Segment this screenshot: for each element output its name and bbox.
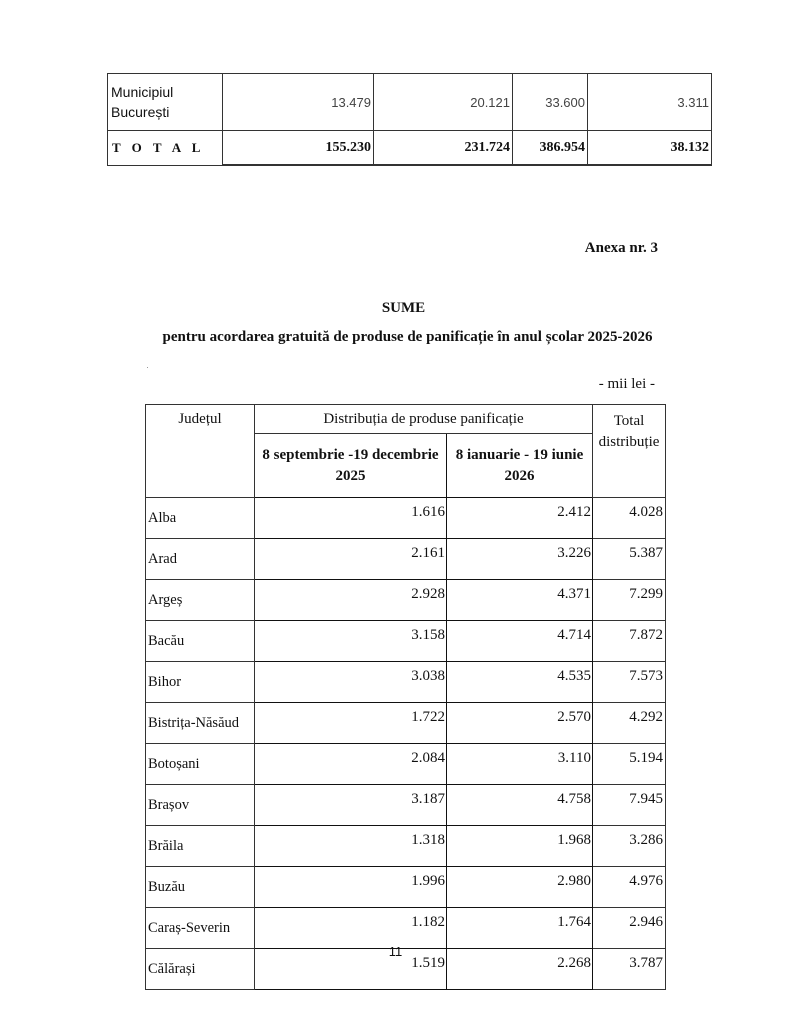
period-2-value: 2.980 (447, 867, 593, 908)
period-2-value: 3.110 (447, 744, 593, 785)
county-name: Arad (146, 539, 255, 580)
annex-label: Anexa nr. 3 (584, 240, 658, 256)
county-name: Caraș-Severin (146, 908, 255, 949)
period-2-value: 4.535 (447, 662, 593, 703)
period-1-value: 1.519 (255, 949, 447, 990)
header-county: Județul (146, 405, 255, 498)
table-row (146, 703, 666, 744)
total-value: 4.976 (593, 867, 666, 908)
table-row (146, 498, 666, 539)
stray-mark (147, 367, 148, 368)
county-name: Bihor (146, 662, 255, 703)
total-value: 3.787 (593, 949, 666, 990)
continuation-table (107, 73, 712, 166)
county-name: Brăila (146, 826, 255, 867)
total-value: 5.194 (593, 744, 666, 785)
unit-label: - mii lei - (598, 376, 655, 392)
total-value: 386.954 (513, 131, 588, 166)
period-1-value: 3.158 (255, 621, 447, 662)
value-cell: 3.311 (588, 74, 712, 131)
page-subtitle: pentru acordarea gratuită de produse de panificație în anul școlar 2025-2026 (162, 329, 653, 345)
total-row (108, 131, 712, 166)
period-1-value: 1.182 (255, 908, 447, 949)
total-label: T O T A L (108, 131, 223, 166)
period-1-value: 3.038 (255, 662, 447, 703)
total-value: 7.573 (593, 662, 666, 703)
header-distribution: Distribuția de produse panificație (255, 405, 593, 434)
table-row (108, 74, 712, 131)
value-cell: 33.600 (513, 74, 588, 131)
total-value: 2.946 (593, 908, 666, 949)
period-1-value: 1.616 (255, 498, 447, 539)
period-1-value: 3.187 (255, 785, 447, 826)
table-row (146, 744, 666, 785)
total-value: 4.292 (593, 703, 666, 744)
county-name: Brașov (146, 785, 255, 826)
county-name: Buzău (146, 867, 255, 908)
period-2-value: 1.968 (447, 826, 593, 867)
total-value: 5.387 (593, 539, 666, 580)
table-row (146, 826, 666, 867)
total-value: 7.872 (593, 621, 666, 662)
table-row (146, 662, 666, 703)
county-name: Alba (146, 498, 255, 539)
total-value: 7.299 (593, 580, 666, 621)
table-row (146, 580, 666, 621)
period-2-value: 4.714 (447, 621, 593, 662)
county-name: Bacău (146, 621, 255, 662)
table-row (146, 621, 666, 662)
county-name: Argeș (146, 580, 255, 621)
table-row (146, 539, 666, 580)
period-1-value: 2.084 (255, 744, 447, 785)
total-value: 3.286 (593, 826, 666, 867)
county-name: Bistrița-Năsăud (146, 703, 255, 744)
page-title: SUME (381, 300, 426, 316)
period-1-value: 2.928 (255, 580, 447, 621)
total-value: 231.724 (374, 131, 513, 166)
county-name: Călărași (146, 949, 255, 990)
period-2-value: 2.268 (447, 949, 593, 990)
county-name: Municipiul București (108, 74, 223, 131)
header-total: Total distribuție (593, 405, 666, 498)
total-value: 7.945 (593, 785, 666, 826)
table-row (146, 867, 666, 908)
page-number: 11 (388, 944, 403, 959)
period-2-value: 4.758 (447, 785, 593, 826)
value-cell: 20.121 (374, 74, 513, 131)
value-cell: 13.479 (223, 74, 374, 131)
period-2-value: 2.412 (447, 498, 593, 539)
period-2-value: 4.371 (447, 580, 593, 621)
table-row (146, 785, 666, 826)
period-1-value: 1.318 (255, 826, 447, 867)
total-value: 155.230 (223, 131, 374, 166)
table-row (146, 908, 666, 949)
period-1-value: 2.161 (255, 539, 447, 580)
period-2-value: 2.570 (447, 703, 593, 744)
header-period-2: 8 ianuarie - 19 iunie 2026 (447, 434, 593, 498)
period-1-value: 1.996 (255, 867, 447, 908)
period-2-value: 1.764 (447, 908, 593, 949)
distribution-table (145, 404, 666, 990)
county-name: Botoșani (146, 744, 255, 785)
header-period-1: 8 septembrie -19 decembrie 2025 (255, 434, 447, 498)
total-value: 4.028 (593, 498, 666, 539)
period-2-value: 3.226 (447, 539, 593, 580)
period-1-value: 1.722 (255, 703, 447, 744)
total-value: 38.132 (588, 131, 712, 166)
